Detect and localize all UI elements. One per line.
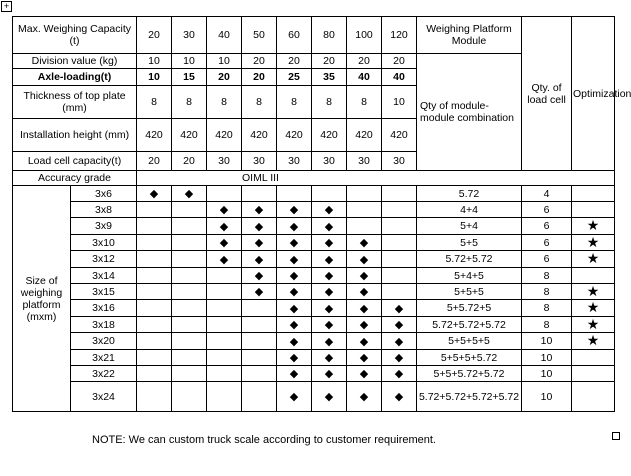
capacity-mark-cell	[277, 284, 312, 300]
spec-cell: 20	[172, 152, 207, 171]
capacity-mark-cell	[382, 366, 417, 382]
platform-size: 3x16	[71, 300, 137, 317]
spec-label: Division value (kg)	[13, 54, 137, 69]
capacity-mark-cell	[207, 235, 242, 251]
capacity-mark-cell	[382, 284, 417, 300]
capacity-mark-cell	[137, 317, 172, 333]
optimization-cell	[572, 366, 615, 382]
diamond-icon: ◆	[289, 302, 299, 315]
diamond-icon: ◆	[289, 368, 299, 380]
star-icon: ★	[586, 332, 600, 348]
load-cell-count: 10	[522, 366, 572, 382]
capacity-mark-cell	[242, 251, 277, 268]
spec-cell: 40	[347, 69, 382, 86]
capacity-mark-cell	[172, 268, 207, 284]
spec-cell: 30	[207, 152, 242, 171]
optimization-cell	[572, 300, 615, 317]
platform-size: 3x20	[71, 333, 137, 350]
diamond-icon: ◆	[324, 220, 334, 233]
combination-cell: 5+5+5+5.72	[417, 350, 522, 366]
capacity-mark-cell	[207, 202, 242, 218]
capacity-mark-cell	[277, 333, 312, 350]
load-cell-count: 4	[522, 186, 572, 202]
diamond-icon: ◆	[359, 391, 369, 403]
capacity-mark-cell	[172, 284, 207, 300]
table-move-handle-icon[interactable]: +	[1, 1, 12, 12]
combination-cell: 5.72	[417, 186, 522, 202]
combination-cell: 5+5	[417, 235, 522, 251]
diamond-icon: ◆	[289, 286, 299, 298]
diamond-icon: ◆	[394, 302, 404, 315]
capacity-mark-cell	[347, 186, 382, 202]
spec-cell: 8	[137, 86, 172, 119]
capacity-mark-cell	[137, 202, 172, 218]
capacity-mark-cell	[277, 350, 312, 366]
optimization-cell	[572, 235, 615, 251]
capacity-mark-cell	[312, 300, 347, 317]
load-cell-count: 6	[522, 202, 572, 218]
spec-label: Installation height (mm)	[13, 119, 137, 152]
load-cell-count: 8	[522, 300, 572, 317]
capacity-mark-cell	[347, 218, 382, 235]
capacity-mark-cell	[137, 366, 172, 382]
spec-cell: 420	[347, 119, 382, 152]
optimization-cell	[572, 333, 615, 350]
capacity-mark-cell	[312, 317, 347, 333]
diamond-icon: ◆	[219, 220, 229, 233]
diamond-icon: ◆	[254, 286, 264, 298]
load-cell-count: 10	[522, 350, 572, 366]
table-row	[13, 202, 615, 218]
diamond-icon: ◆	[289, 352, 299, 364]
platform-size: 3x8	[71, 202, 137, 218]
table-row	[13, 333, 615, 350]
spec-cell: 8	[207, 86, 242, 119]
capacity-mark-cell	[277, 186, 312, 202]
diamond-icon: ◆	[219, 237, 229, 249]
accuracy-value-text: OIML III	[242, 172, 279, 184]
table-row	[13, 171, 615, 186]
capacity-mark-cell	[172, 186, 207, 202]
capacity-mark-cell	[382, 186, 417, 202]
diamond-icon: ◆	[289, 204, 299, 216]
optimization-cell	[572, 251, 615, 268]
capacity-mark-cell	[242, 218, 277, 235]
table-row	[13, 366, 615, 382]
spec-cell: 20	[207, 69, 242, 86]
optimization-cell	[572, 350, 615, 366]
capacity-mark-cell	[242, 333, 277, 350]
spec-label: Thickness of top plate (mm)	[13, 86, 137, 119]
diamond-icon: ◆	[289, 270, 299, 282]
capacity-mark-cell	[347, 251, 382, 268]
combination-cell: 5+4+5	[417, 268, 522, 284]
capacity-mark-cell	[312, 202, 347, 218]
capacity-mark-cell	[277, 218, 312, 235]
spec-cell: 20	[382, 54, 417, 69]
spec-label: Load cell capacity(t)	[13, 152, 137, 171]
capacity-mark-cell	[347, 300, 382, 317]
capacity-mark-cell	[312, 333, 347, 350]
diamond-icon: ◆	[324, 391, 334, 403]
diamond-icon: ◆	[324, 253, 334, 266]
capacity-mark-cell	[347, 350, 382, 366]
capacity-mark-cell	[207, 333, 242, 350]
spec-cell: 8	[242, 86, 277, 119]
diamond-icon: ◆	[359, 368, 369, 380]
spec-cell: 30	[347, 152, 382, 171]
capacity-mark-cell	[207, 366, 242, 382]
diamond-icon: ◆	[289, 220, 299, 233]
diamond-icon: ◆	[289, 391, 299, 403]
diamond-icon: ◆	[324, 237, 334, 249]
capacity-mark-cell	[242, 382, 277, 412]
diamond-icon: ◆	[254, 270, 264, 282]
spec-cell: 20	[277, 54, 312, 69]
capacity-mark-cell	[277, 317, 312, 333]
diamond-icon: ◆	[289, 335, 299, 348]
spec-cell: 420	[207, 119, 242, 152]
diamond-icon: ◆	[289, 319, 299, 331]
diamond-icon: ◆	[394, 335, 404, 348]
spec-cell: 30	[242, 152, 277, 171]
capacity-cell: 30	[172, 17, 207, 54]
combination-cell: 5+4	[417, 218, 522, 235]
spec-cell: 10	[137, 69, 172, 86]
capacity-mark-cell	[382, 251, 417, 268]
diamond-icon: ◆	[149, 188, 159, 200]
capacity-mark-cell	[277, 251, 312, 268]
truck-scale-spec-table	[12, 16, 631, 412]
capacity-mark-cell	[172, 333, 207, 350]
platform-size: 3x18	[71, 317, 137, 333]
spec-cell: 420	[137, 119, 172, 152]
capacity-mark-cell	[172, 350, 207, 366]
load-cell-count: 10	[522, 333, 572, 350]
load-cell-count: 6	[522, 218, 572, 235]
capacity-mark-cell	[137, 333, 172, 350]
capacity-mark-cell	[312, 251, 347, 268]
combination-cell: 5.72+5.72	[417, 251, 522, 268]
capacity-mark-cell	[207, 382, 242, 412]
table-row	[13, 317, 615, 333]
capacity-mark-cell	[137, 186, 172, 202]
platform-size: 3x14	[71, 268, 137, 284]
spec-cell: 8	[277, 86, 312, 119]
diamond-icon: ◆	[394, 319, 404, 331]
capacity-mark-cell	[312, 218, 347, 235]
capacity-mark-cell	[137, 251, 172, 268]
capacity-mark-cell	[137, 284, 172, 300]
table-row	[13, 284, 615, 300]
capacity-mark-cell	[312, 235, 347, 251]
capacity-mark-cell	[137, 218, 172, 235]
capacity-mark-cell	[312, 382, 347, 412]
capacity-label: Max. Weighing Capacity (t)	[13, 17, 137, 54]
table-row	[13, 17, 615, 54]
diamond-icon: ◆	[324, 352, 334, 364]
capacity-mark-cell	[277, 382, 312, 412]
capacity-mark-cell	[137, 382, 172, 412]
capacity-mark-cell	[312, 268, 347, 284]
table-resize-handle-icon[interactable]	[612, 432, 620, 440]
capacity-mark-cell	[242, 366, 277, 382]
load-cell-count: 6	[522, 235, 572, 251]
capacity-mark-cell	[347, 382, 382, 412]
capacity-mark-cell	[277, 268, 312, 284]
spec-cell: 20	[312, 54, 347, 69]
combination-cell: 5+5.72+5	[417, 300, 522, 317]
diamond-icon: ◆	[324, 270, 334, 282]
accuracy-value	[137, 171, 615, 186]
capacity-mark-cell	[137, 235, 172, 251]
load-cell-count: 8	[522, 284, 572, 300]
capacity-mark-cell	[312, 284, 347, 300]
diamond-icon: ◆	[394, 368, 404, 380]
diamond-icon: ◆	[359, 335, 369, 348]
capacity-mark-cell	[382, 300, 417, 317]
capacity-mark-cell	[172, 317, 207, 333]
star-icon: ★	[586, 299, 600, 315]
combination-cell: 5+5+5.72+5.72	[417, 366, 522, 382]
diamond-icon: ◆	[394, 391, 404, 403]
capacity-mark-cell	[207, 350, 242, 366]
spec-cell: 20	[347, 54, 382, 69]
diamond-icon: ◆	[254, 253, 264, 266]
diamond-icon: ◆	[219, 253, 229, 266]
capacity-mark-cell	[172, 300, 207, 317]
capacity-cell: 50	[242, 17, 277, 54]
spec-cell: 8	[172, 86, 207, 119]
diamond-icon: ◆	[289, 253, 299, 266]
capacity-mark-cell	[277, 202, 312, 218]
capacity-mark-cell	[347, 284, 382, 300]
spec-cell: 420	[382, 119, 417, 152]
combination-cell: 4+4	[417, 202, 522, 218]
spec-cell: 30	[382, 152, 417, 171]
diamond-icon: ◆	[184, 188, 194, 200]
star-icon: ★	[586, 233, 600, 250]
platform-size: 3x21	[71, 350, 137, 366]
capacity-mark-cell	[172, 382, 207, 412]
spec-cell: 15	[172, 69, 207, 86]
spec-cell: 10	[137, 54, 172, 69]
optimization-cell	[572, 317, 615, 333]
optimization-cell	[572, 268, 615, 284]
diamond-icon: ◆	[359, 253, 369, 266]
diamond-icon: ◆	[254, 204, 264, 216]
capacity-mark-cell	[382, 268, 417, 284]
table-row	[13, 251, 615, 268]
spec-cell: 420	[312, 119, 347, 152]
capacity-mark-cell	[347, 202, 382, 218]
capacity-mark-cell	[207, 218, 242, 235]
diamond-icon: ◆	[219, 204, 229, 216]
capacity-cell: 100	[347, 17, 382, 54]
capacity-mark-cell	[277, 300, 312, 317]
spec-cell: 35	[312, 69, 347, 86]
capacity-cell: 80	[312, 17, 347, 54]
capacity-mark-cell	[207, 186, 242, 202]
platform-size: 3x9	[71, 218, 137, 235]
capacity-mark-cell	[207, 284, 242, 300]
combination-label: Qty of module-module combination	[417, 54, 522, 171]
spec-cell: 8	[347, 86, 382, 119]
diamond-icon: ◆	[359, 352, 369, 364]
diamond-icon: ◆	[324, 319, 334, 331]
capacity-mark-cell	[347, 333, 382, 350]
diamond-icon: ◆	[324, 335, 334, 348]
platform-size: 3x10	[71, 235, 137, 251]
spec-label: Axle-loading(t)	[13, 69, 137, 86]
spec-cell: 10	[207, 54, 242, 69]
optimization-label: Optimization	[572, 17, 615, 171]
platform-size: 3x15	[71, 284, 137, 300]
module-label: Weighing Platform Module	[417, 17, 522, 54]
capacity-mark-cell	[312, 350, 347, 366]
platform-size: 3x24	[71, 382, 137, 412]
capacity-mark-cell	[242, 284, 277, 300]
capacity-mark-cell	[242, 317, 277, 333]
table-body	[13, 17, 631, 412]
combination-cell: 5.72+5.72+5.72+5.72	[417, 382, 522, 412]
table-row	[13, 218, 615, 235]
platform-size: 3x22	[71, 366, 137, 382]
capacity-mark-cell	[277, 366, 312, 382]
capacity-mark-cell	[172, 202, 207, 218]
capacity-mark-cell	[312, 186, 347, 202]
capacity-mark-cell	[172, 251, 207, 268]
table-row	[13, 186, 615, 202]
combination-cell: 5.72+5.72+5.72	[417, 317, 522, 333]
capacity-mark-cell	[207, 317, 242, 333]
table-row	[13, 268, 615, 284]
load-cell-count: 10	[522, 382, 572, 412]
spec-cell: 20	[242, 69, 277, 86]
optimization-cell	[572, 202, 615, 218]
diamond-icon: ◆	[324, 204, 334, 216]
capacity-mark-cell	[207, 300, 242, 317]
capacity-mark-cell	[347, 268, 382, 284]
star-icon: ★	[586, 315, 600, 332]
diamond-icon: ◆	[324, 302, 334, 315]
capacity-mark-cell	[137, 350, 172, 366]
capacity-mark-cell	[242, 202, 277, 218]
spec-cell: 30	[312, 152, 347, 171]
star-icon: ★	[586, 217, 600, 233]
capacity-mark-cell	[382, 350, 417, 366]
diamond-icon: ◆	[359, 302, 369, 315]
diamond-icon: ◆	[359, 286, 369, 298]
capacity-mark-cell	[137, 268, 172, 284]
combination-cell: 5+5+5+5	[417, 333, 522, 350]
diamond-icon: ◆	[289, 237, 299, 249]
capacity-mark-cell	[172, 366, 207, 382]
capacity-cell: 120	[382, 17, 417, 54]
table-row	[13, 235, 615, 251]
table-row	[13, 300, 615, 317]
platform-size: 3x12	[71, 251, 137, 268]
load-cell-count: 8	[522, 268, 572, 284]
capacity-mark-cell	[242, 186, 277, 202]
capacity-mark-cell	[347, 317, 382, 333]
spec-cell: 10	[382, 86, 417, 119]
optimization-cell	[572, 218, 615, 235]
capacity-mark-cell	[382, 218, 417, 235]
table-row	[13, 350, 615, 366]
star-icon: ★	[586, 282, 600, 299]
table-row	[13, 382, 615, 412]
spec-cell: 10	[172, 54, 207, 69]
spec-cell: 30	[277, 152, 312, 171]
capacity-mark-cell	[242, 268, 277, 284]
capacity-mark-cell	[207, 268, 242, 284]
capacity-mark-cell	[242, 350, 277, 366]
spec-cell: 8	[312, 86, 347, 119]
spec-cell: 20	[242, 54, 277, 69]
diamond-icon: ◆	[359, 237, 369, 249]
capacity-mark-cell	[242, 235, 277, 251]
accuracy-label: Accuracy grade	[13, 171, 137, 186]
diamond-icon: ◆	[324, 368, 334, 380]
capacity-cell: 40	[207, 17, 242, 54]
capacity-mark-cell	[172, 235, 207, 251]
capacity-mark-cell	[347, 235, 382, 251]
spec-cell: 20	[137, 152, 172, 171]
diamond-icon: ◆	[324, 286, 334, 298]
combination-cell: 5+5+5	[417, 284, 522, 300]
size-label: Size of weighing platform (mxm)	[13, 186, 71, 412]
capacity-mark-cell	[382, 317, 417, 333]
spec-cell: 25	[277, 69, 312, 86]
diamond-icon: ◆	[359, 270, 369, 282]
capacity-mark-cell	[382, 202, 417, 218]
spec-cell: 40	[382, 69, 417, 86]
optimization-cell	[572, 382, 615, 412]
footnote: NOTE: We can custom truck scale according to customer requirement.	[92, 434, 436, 446]
diamond-icon: ◆	[359, 319, 369, 331]
diamond-icon: ◆	[394, 352, 404, 364]
capacity-mark-cell	[382, 235, 417, 251]
optimization-cell	[572, 284, 615, 300]
diamond-icon: ◆	[254, 220, 264, 233]
load-cell-count: 8	[522, 317, 572, 333]
capacity-cell: 60	[277, 17, 312, 54]
platform-size: 3x6	[71, 186, 137, 202]
capacity-mark-cell	[312, 366, 347, 382]
capacity-mark-cell	[382, 333, 417, 350]
capacity-mark-cell	[172, 218, 207, 235]
capacity-mark-cell	[382, 382, 417, 412]
capacity-mark-cell	[242, 300, 277, 317]
spec-cell: 420	[277, 119, 312, 152]
capacity-mark-cell	[277, 235, 312, 251]
load-cell-count: 6	[522, 251, 572, 268]
capacity-cell: 20	[137, 17, 172, 54]
star-icon: ★	[586, 250, 600, 266]
spec-cell: 420	[242, 119, 277, 152]
spec-cell: 420	[172, 119, 207, 152]
optimization-cell	[572, 186, 615, 202]
load-cell-qty-label: Qty. of load cell	[522, 17, 572, 171]
diamond-icon: ◆	[254, 237, 264, 249]
capacity-mark-cell	[207, 251, 242, 268]
capacity-mark-cell	[137, 300, 172, 317]
capacity-mark-cell	[347, 366, 382, 382]
